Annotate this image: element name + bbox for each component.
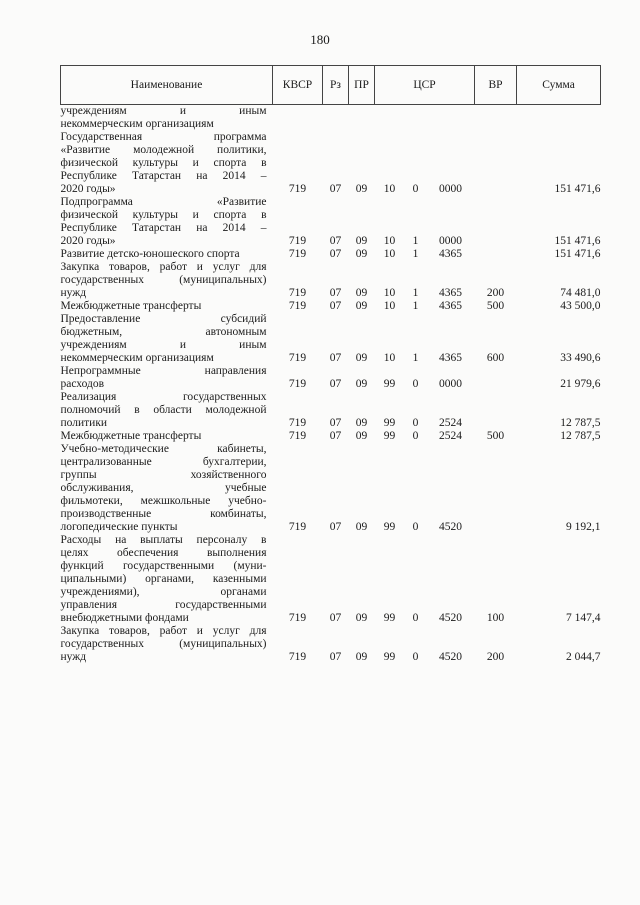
row-csr3: 0000 (439, 378, 463, 390)
header-pr: ПР (349, 66, 375, 105)
row-name-line: внебюджетными фондами (60, 612, 189, 624)
row-name-line: Закупка товаров, работ и услуг для (60, 625, 267, 637)
row-name (61, 625, 273, 664)
table-row (61, 625, 601, 664)
row-name-line: государственных (муниципальных) (60, 638, 267, 650)
header-row (61, 66, 601, 105)
row-name-line: логопедические пункты (60, 521, 178, 533)
row-name-line: функций государственными (муни- (60, 560, 267, 572)
row-csr2: 0 (412, 378, 419, 390)
header-vr: ВР (475, 66, 517, 105)
row-rz: 07 (329, 417, 342, 429)
row-csr1: 99 (383, 612, 396, 624)
table-row (61, 105, 601, 132)
row-csr1: 99 (383, 651, 396, 663)
row-csr2: 1 (412, 235, 419, 247)
table-row (61, 300, 601, 313)
row-kvsr: 719 (288, 521, 307, 533)
row-name-line: физической культуры и спорта в (60, 157, 267, 169)
row-csr1: 10 (383, 235, 396, 247)
row-name-line: Учебно-методические кабинеты, (60, 443, 267, 455)
row-pr: 09 (355, 183, 368, 195)
row-name (61, 443, 273, 534)
row-pr: 09 (355, 612, 368, 624)
row-csr1: 99 (383, 378, 396, 390)
row-name (61, 131, 273, 196)
table-row (61, 443, 601, 534)
row-csr1: 99 (383, 417, 396, 429)
row-vr (475, 196, 517, 248)
row-name-line: целях обеспечения выполнения (60, 547, 267, 559)
row-csr1 (375, 105, 405, 132)
table-row (61, 534, 601, 625)
row-sum: 12 787,5 (560, 417, 601, 429)
row-kvsr: 719 (288, 417, 307, 429)
row-name-line: Предоставление субсидий (60, 313, 267, 325)
row-csr3: 4365 (439, 287, 463, 299)
table-row (61, 196, 601, 248)
row-csr2: 1 (412, 352, 419, 364)
row-name-line: управления государственными (60, 599, 267, 611)
row-kvsr: 719 (288, 287, 307, 299)
header-name: Наименование (61, 66, 273, 105)
header-csr: ЦСР (375, 66, 475, 105)
row-csr3: 4365 (439, 352, 463, 364)
row-vr (475, 248, 517, 261)
table-row (61, 131, 601, 196)
row-csr3: 2524 (439, 430, 463, 442)
row-kvsr: 719 (288, 248, 307, 260)
row-name-line: 2020 годы» (60, 183, 116, 195)
row-name-line: нужд (60, 287, 87, 299)
row-pr: 09 (355, 430, 368, 442)
row-name (61, 430, 273, 443)
row-sum: 151 471,6 (554, 235, 601, 247)
row-csr3: 4520 (439, 521, 463, 533)
row-vr: 500 (486, 430, 505, 442)
table-row (61, 365, 601, 391)
table-row (61, 261, 601, 300)
row-name-line: Закупка товаров, работ и услуг для (60, 261, 267, 273)
row-name-line: Республике Татарстан на 2014 – (60, 222, 267, 234)
row-pr: 09 (355, 378, 368, 390)
row-name-line: 2020 годы» (60, 235, 116, 247)
row-name-line: нужд (60, 651, 87, 663)
row-sum: 33 490,6 (560, 352, 601, 364)
header-sum: Сумма (517, 66, 601, 105)
row-name-line: фильмотеки, межшкольные учебно- (60, 495, 267, 507)
row-csr3: 0000 (439, 235, 463, 247)
row-name-line: политики (60, 417, 108, 429)
row-rz: 07 (329, 378, 342, 390)
row-csr3: 2524 (439, 417, 463, 429)
row-rz: 07 (329, 235, 342, 247)
row-name (61, 248, 273, 261)
row-name-line: Расходы на выплаты персоналу в (60, 534, 267, 546)
row-sum (517, 105, 601, 132)
row-pr: 09 (355, 248, 368, 260)
row-pr: 09 (355, 235, 368, 247)
row-vr (475, 105, 517, 132)
row-rz: 07 (329, 521, 342, 533)
row-sum: 151 471,6 (554, 183, 601, 195)
row-csr1: 10 (383, 352, 396, 364)
row-pr: 09 (355, 651, 368, 663)
row-sum: 2 044,7 (566, 651, 601, 663)
row-kvsr: 719 (288, 651, 307, 663)
row-name (61, 534, 273, 625)
row-name-line: Межбюджетные трансферты (60, 300, 202, 312)
row-csr2: 0 (412, 417, 419, 429)
row-name-line: учреждениям и иным (60, 339, 267, 351)
row-csr2: 0 (412, 521, 419, 533)
row-rz: 07 (329, 300, 342, 312)
row-sum: 151 471,6 (554, 248, 601, 260)
row-pr: 09 (355, 521, 368, 533)
row-name-line: производственные комбинаты, (60, 508, 267, 520)
row-kvsr: 719 (288, 300, 307, 312)
row-name-line: Непрограммные направления (60, 365, 267, 377)
table-row (61, 313, 601, 365)
row-name (61, 365, 273, 391)
row-vr: 500 (486, 300, 505, 312)
row-rz (323, 105, 349, 132)
row-csr2: 1 (412, 248, 419, 260)
row-name-line: Подпрограмма «Развитие (60, 196, 267, 208)
row-sum: 9 192,1 (566, 521, 601, 533)
row-csr1: 10 (383, 248, 396, 260)
row-vr (475, 391, 517, 430)
row-csr1: 10 (383, 183, 396, 195)
row-name-line: расходов (60, 378, 105, 390)
row-vr (475, 365, 517, 391)
row-kvsr: 719 (288, 430, 307, 442)
row-csr3: 4365 (439, 248, 463, 260)
row-name-line: Реализация государственных (60, 391, 267, 403)
row-rz: 07 (329, 287, 342, 299)
row-csr1: 99 (383, 430, 396, 442)
row-csr2: 1 (412, 300, 419, 312)
row-kvsr: 719 (288, 612, 307, 624)
row-csr2: 0 (412, 612, 419, 624)
row-name (61, 261, 273, 300)
row-name-line: группы хозяйственного (60, 469, 267, 481)
row-csr1: 10 (383, 287, 396, 299)
row-name-line: полномочий в области молодежной (60, 404, 267, 416)
row-csr2: 1 (412, 287, 419, 299)
row-rz: 07 (329, 430, 342, 442)
row-vr (475, 443, 517, 534)
row-name-line: некоммерческим организациям (60, 118, 214, 130)
row-name-line: Межбюджетные трансферты (60, 430, 202, 442)
row-name-line: учреждениями), органами (60, 586, 267, 598)
row-csr2: 0 (412, 651, 419, 663)
header-rz: Рз (323, 66, 349, 105)
row-kvsr: 719 (288, 183, 307, 195)
row-csr1: 99 (383, 521, 396, 533)
row-csr2: 0 (412, 430, 419, 442)
row-name-line: учреждениям и иным (60, 105, 267, 117)
row-rz: 07 (329, 651, 342, 663)
row-name-line: физической культуры и спорта в (60, 209, 267, 221)
row-vr: 200 (486, 287, 505, 299)
row-sum: 12 787,5 (560, 430, 601, 442)
row-vr (475, 131, 517, 196)
table-row (61, 430, 601, 443)
row-name (61, 196, 273, 248)
row-sum: 74 481,0 (560, 287, 601, 299)
table-row (61, 248, 601, 261)
row-csr3: 4520 (439, 612, 463, 624)
row-name-line: Государственная программа (60, 131, 267, 143)
row-rz: 07 (329, 612, 342, 624)
row-csr2: 0 (412, 183, 419, 195)
row-csr2 (405, 105, 427, 132)
row-pr: 09 (355, 287, 368, 299)
row-csr3: 0000 (439, 183, 463, 195)
row-sum: 21 979,6 (560, 378, 601, 390)
row-name (61, 300, 273, 313)
row-name-line: Республике Татарстан на 2014 – (60, 170, 267, 182)
row-name-line: некоммерческим организациям (60, 352, 214, 364)
row-rz: 07 (329, 248, 342, 260)
row-pr (349, 105, 375, 132)
row-name (61, 391, 273, 430)
row-pr: 09 (355, 300, 368, 312)
row-name-line: Развитие детско-юношеского спорта (60, 248, 240, 260)
row-pr: 09 (355, 417, 368, 429)
row-name-line: обслуживания, учебные (60, 482, 267, 494)
row-rz: 07 (329, 183, 342, 195)
row-vr: 200 (486, 651, 505, 663)
row-csr3 (427, 105, 475, 132)
row-pr: 09 (355, 352, 368, 364)
row-rz: 07 (329, 352, 342, 364)
row-kvsr (273, 105, 323, 132)
row-name-line: централизованные бухгалтерии, (60, 456, 267, 468)
budget-table (60, 65, 601, 664)
row-kvsr: 719 (288, 352, 307, 364)
row-name (61, 313, 273, 365)
row-name (61, 105, 273, 132)
header-kvsr: КВСР (273, 66, 323, 105)
table-row (61, 391, 601, 430)
row-sum: 7 147,4 (566, 612, 601, 624)
row-kvsr: 719 (288, 235, 307, 247)
row-vr: 600 (486, 352, 505, 364)
page-number: 180 (310, 32, 330, 47)
row-sum: 43 500,0 (560, 300, 601, 312)
row-name-line: государственных (муниципальных) (60, 274, 267, 286)
row-name-line: ципальными) органами, казенными (60, 573, 267, 585)
row-csr3: 4365 (439, 300, 463, 312)
row-name-line: бюджетным, автономным (60, 326, 267, 338)
row-name-line: «Развитие молодежной политики, (60, 144, 267, 156)
row-kvsr: 719 (288, 378, 307, 390)
row-csr1: 10 (383, 300, 396, 312)
row-csr3: 4520 (439, 651, 463, 663)
row-vr: 100 (486, 612, 505, 624)
